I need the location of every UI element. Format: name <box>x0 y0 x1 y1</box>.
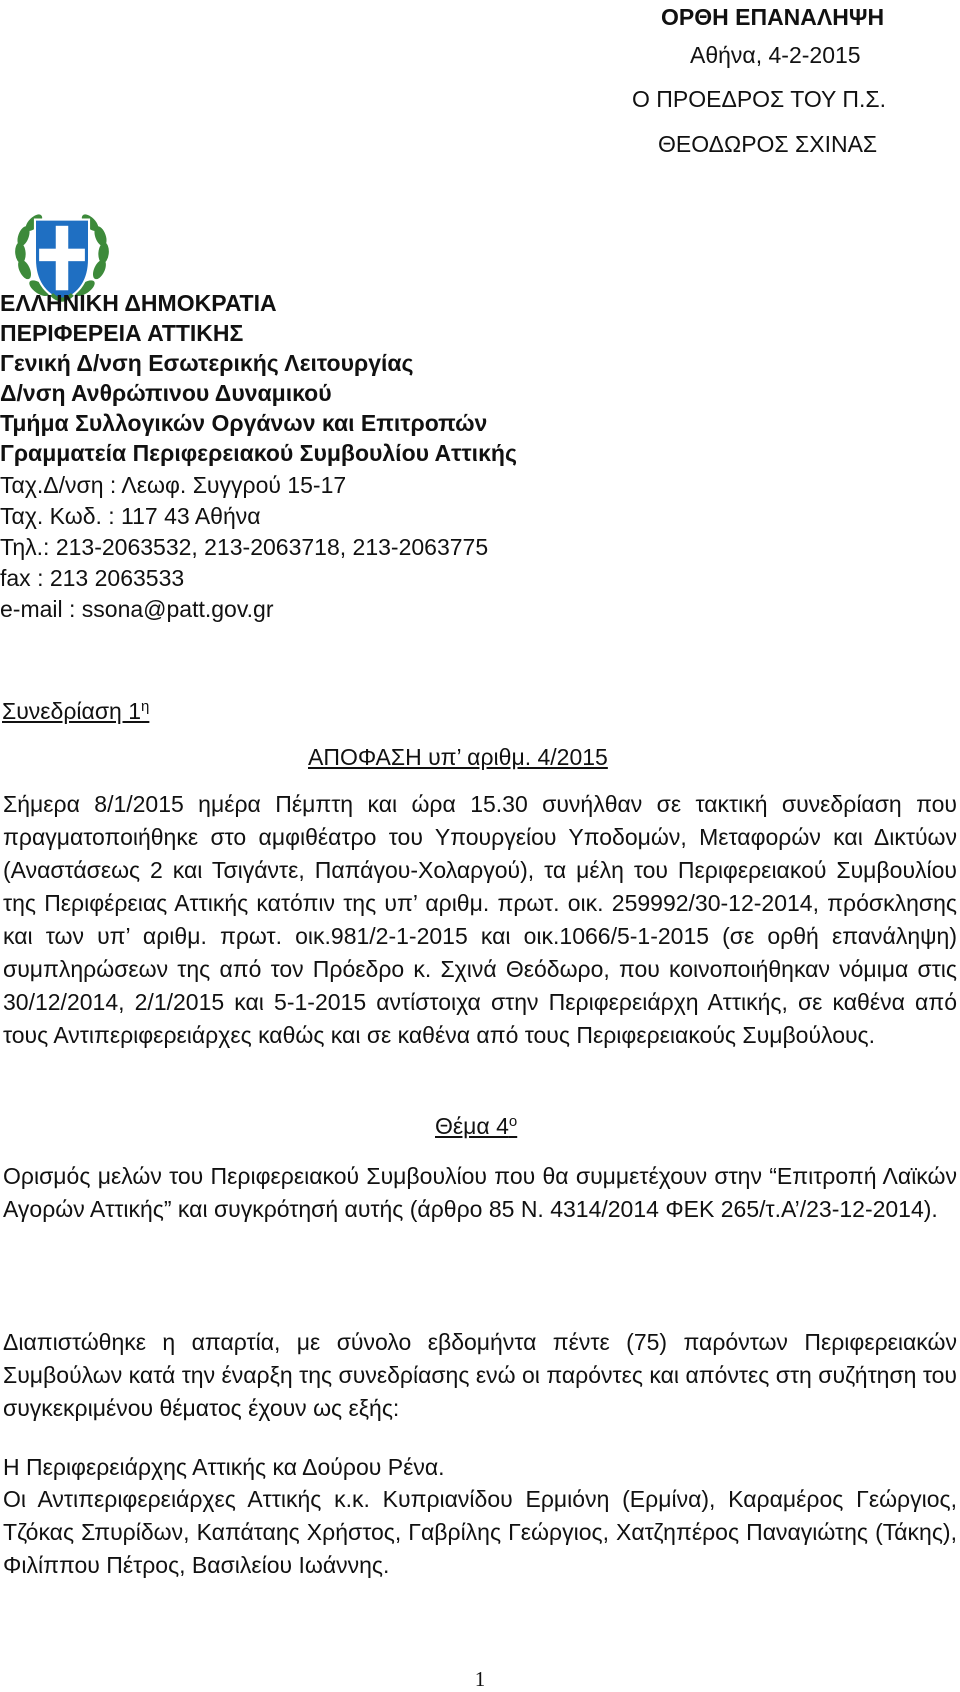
topic-paragraph: Ορισμός μελών του Περιφερειακού Συμβουλίου που θα συμμετέχουν στην “Επιτροπή Λαϊκών Αγορών Αττικής” και συγκρότησή αυτής (άρθρο 85 Ν. 4314/2014 ΦΕΚ 265/τ.Α’/23-12-2014). <box>3 1163 957 1222</box>
org-line-1: ΕΛΛΗΝΙΚΗ ΔΗΜΟΚΡΑΤΙΑ <box>0 290 277 316</box>
topic-label: Θέμα 4 <box>435 1113 509 1139</box>
session-label: Συνεδρίαση 1 <box>2 698 142 724</box>
quorum-paragraph: Διαπιστώθηκε η απαρτία, με σύνολο εβδομήντα πέντε (75) παρόντων Περιφερειακών Συμβούλων κατά την έναρξη της συνεδρίασης ενώ οι παρόντες και απόντες στη συζήτηση του συγκεκριμένου θέματος έχουν ως εξής: <box>3 1329 957 1421</box>
session-heading <box>2 694 149 728</box>
org-line-4: Δ/νση Ανθρώπινου Δυναμικού <box>0 380 332 406</box>
topic-superscript: ο <box>508 1112 518 1130</box>
contact-email: e-mail : ssona@patt.gov.gr <box>0 596 274 622</box>
decision-title: ΑΠΟΦΑΣΗ υπ’ αριθμ. 4/2015 <box>308 744 608 770</box>
org-line-5: Τμήμα Συλλογικών Οργάνων και Επιτροπών <box>0 410 488 436</box>
place-date: Αθήνα, 4-2-2015 <box>690 42 861 68</box>
topic-heading <box>435 1109 517 1143</box>
regional-governor-line: Η Περιφερειάρχης Αττικής κα Δούρου Ρένα. <box>3 1454 445 1480</box>
contact-postcode: Ταχ. Κωδ. : 117 43 Αθήνα <box>0 503 261 529</box>
page-number: 1 <box>474 1667 486 1691</box>
contact-address: Ταχ.Δ/νση : Λεωφ. Συγγρού 15-17 <box>0 472 347 498</box>
org-line-2: ΠΕΡΙΦΕΡΕΙΑ ΑΤΤΙΚΗΣ <box>0 320 244 346</box>
president-name: ΘΕΟΔΩΡΟΣ ΣΧΙΝΑΣ <box>658 131 878 157</box>
session-superscript: η <box>141 697 150 715</box>
correction-notice: ΟΡΘΗ ΕΠΑΝΑΛΗΨΗ <box>661 4 885 30</box>
org-line-6: Γραμματεία Περιφερειακού Συμβουλίου Αττικής <box>0 440 517 466</box>
org-line-3: Γενική Δ/νση Εσωτερικής Λειτουργίας <box>0 350 414 376</box>
intro-paragraph: Σήμερα 8/1/2015 ημέρα Πέμπτη και ώρα 15.30 συνήλθαν σε τακτική συνεδρίαση που πραγματοποιήθηκε στο αμφιθέατρο του Υπουργείου Υποδομών, Μεταφορών και Δικτύων (Αναστάσεως 2 και Τσιγάντε, Παπάγου-Χολαργού), τα μέλη του Περιφερειακού Συμβουλίου της Περιφέρειας Αττικής κατόπιν της υπ’ αριθμ. πρωτ. οικ. 259992/30-12-2014, πρόσκλησης και των υπ’ αριθμ. πρωτ. οικ.981/2-1-2015 και οικ.1066/5-1-2015 (σε ορθή επανάληψη) συμπληρώσεων της από τον Πρόεδρο κ. Σχινά Θεόδωρο, που κοινοποιήθηκαν νόμιμα στις 30/12/2014, 2/1/2015 και 5-1-2015 αντίστοιχα στην Περιφερειάρχη Αττικής, σε καθένα από τους Αντιπεριφερειάρχες καθώς και σε καθένα από τους Περιφερειακούς Συμβούλους. <box>3 791 957 1048</box>
president-title: Ο ΠΡΟΕΔΡΟΣ ΤΟΥ Π.Σ. <box>632 86 886 112</box>
vice-governors-paragraph: Οι Αντιπεριφερειάρχες Αττικής κ.κ. Κυπριανίδου Ερμιόνη (Ερμίνα), Καραμέρος Γεώργιος, Τζόκας Σπυρίδων, Καπάταης Χρήστος, Γαβρίλης Γεώργιος, Χατζηπέρος Παναγιώτης (Τάκης), Φιλίππου Πέτρος, Βασιλείου Ιωάννης. <box>3 1486 957 1578</box>
contact-phone: Τηλ.: 213-2063532, 213-2063718, 213-2063775 <box>0 534 489 560</box>
contact-fax: fax : 213 2063533 <box>0 565 185 591</box>
